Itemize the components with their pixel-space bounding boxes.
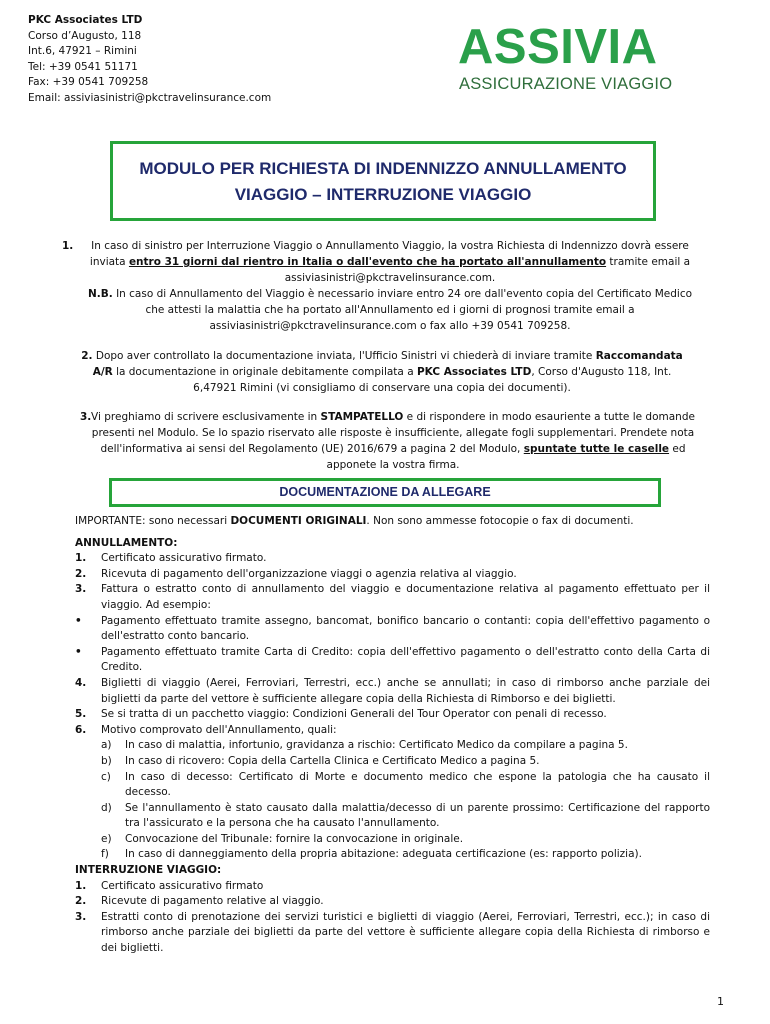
paragraph-1 bbox=[80, 238, 700, 286]
list-text: Se si tratta di un pacchetto viaggio: Condizioni Generali del Tour Operator con penali di recesso. bbox=[101, 708, 607, 721]
sub-item bbox=[75, 847, 710, 863]
sub-marker: c) bbox=[101, 770, 111, 783]
bullet-item bbox=[75, 645, 710, 676]
list-marker: 2. bbox=[75, 895, 87, 908]
contact-block bbox=[28, 13, 271, 106]
list-item bbox=[75, 894, 710, 910]
list-item bbox=[75, 676, 710, 707]
list-text: Biglietti di viaggio (Aerei, Ferroviari, Terrestri, ecc.) anche se annullati; in caso di rimborso anche parziale dei biglietti da parte del vettore è sufficiente allegare copia della Richiesta di Rimborso e dei biglietti. bbox=[101, 676, 710, 705]
list-marker: 5. bbox=[75, 708, 87, 721]
form-title-line-1: MODULO PER RICHIESTA DI INDENNIZZO ANNULLAMENTO bbox=[139, 159, 627, 178]
list-text: Pagamento effettuato tramite assegno, bancomat, bonifico bancario o contanti: copia dell'effettivo pagamento o dell'estratto conto bancario. bbox=[101, 614, 710, 643]
list-marker: 1. bbox=[75, 879, 87, 892]
paragraph-3 bbox=[88, 409, 698, 473]
paragraph-2-text-end: , Corso d'Augusto 118, Int. 6,47921 Rimini (vi consigliamo di conservare una copia dei documenti). bbox=[193, 366, 672, 394]
paragraph-1-text-end: tramite email a assiviasinistri@pkctravelinsurance.com. bbox=[284, 256, 691, 284]
list-marker: 6. bbox=[75, 723, 87, 736]
list-marker: 3. bbox=[75, 583, 87, 596]
email: Email: assiviasinistri@pkctravelinsurance.com bbox=[28, 91, 272, 104]
list-text: Ricevute di pagamento relative al viaggio. bbox=[101, 895, 324, 908]
telephone: Tel: +39 0541 51171 bbox=[28, 60, 138, 73]
sub-text: In caso di danneggiamento della propria abitazione: adeguata certificazione (es: rapporto polizia). bbox=[125, 848, 642, 861]
paragraph-3-text-end: ed apponete la vostra firma. bbox=[326, 443, 686, 471]
sub-text: In caso di decesso: Certificato di Morte e documento medico che espone la patologia che ha causato il decesso. bbox=[125, 770, 710, 799]
paragraph-3-text-mid: e di rispondere in modo esauriente a tutte le domande presenti nel Modulo. Se lo spazio riservato alle risposte è insufficiente, allegate fogli supplementari. Prendete nota dell'informativa ai sensi del Regolamento (UE) 2016/679 a pagina 2 del Modulo, bbox=[91, 411, 695, 455]
checkbox-instruction: spuntate tutte le caselle bbox=[523, 443, 670, 455]
logo-tagline: ASSICURAZIONE VIAGGIO bbox=[459, 75, 673, 93]
paragraph-1-number: 1. bbox=[62, 240, 74, 252]
list-text: Ricevuta di pagamento dell'organizzazione viaggi o agenzia relativa al viaggio. bbox=[101, 567, 517, 580]
sub-text: In caso di ricovero: Copia della Cartella Clinica e Certificato Medico a pagina 5. bbox=[125, 754, 540, 767]
documentation-list bbox=[75, 514, 710, 957]
paragraph-2-text: Dopo aver controllato la documentazione inviata, l'Ufficio Sinistri vi chiederà di inviare tramite bbox=[92, 350, 596, 362]
sub-item bbox=[75, 754, 710, 770]
form-title-line-2: VIAGGIO – INTERRUZIONE VIAGGIO bbox=[234, 185, 532, 204]
list-text: Pagamento effettuato tramite Carta di Credito: copia dell'effettivo pagamento o dell'estratto conto della Carta di Credito. bbox=[101, 645, 710, 674]
list-text: Motivo comprovato dell'Annullamento, quali: bbox=[101, 723, 337, 736]
list-marker: 2. bbox=[75, 567, 87, 580]
sub-marker: b) bbox=[101, 754, 112, 767]
list-marker: 1. bbox=[75, 552, 87, 565]
page-number: 1 bbox=[717, 995, 724, 1008]
sub-marker: a) bbox=[101, 739, 112, 752]
fax: Fax: +39 0541 709258 bbox=[28, 76, 149, 88]
logo-brand: ASSIVIA bbox=[458, 20, 658, 74]
nb-text: In caso di Annullamento del Viaggio è necessario inviare entro 24 ore dall'evento copia del Certificato Medico che attesti la malattia che ha portato all'Annullamento ed i giorni di prognosi tramite email a assiviasinistri@pkctravelinsurance.com o fax allo +39 0541 709258. bbox=[112, 288, 693, 332]
paragraph-2 bbox=[72, 348, 692, 396]
list-item bbox=[75, 567, 710, 583]
paragraph-2-text-mid: la documentazione in originale debitamente compilata a bbox=[112, 366, 417, 378]
sub-item bbox=[75, 801, 710, 832]
raccomandata-text: Raccomandata A/R bbox=[92, 350, 683, 378]
sub-marker: f) bbox=[101, 848, 109, 861]
interruzione-header: INTERRUZIONE VIAGGIO: bbox=[75, 864, 222, 877]
pkc-name: PKC Associates LTD bbox=[416, 366, 532, 378]
paragraph-3-number: 3. bbox=[80, 411, 92, 423]
section-header-documentazione bbox=[109, 478, 661, 507]
paragraph-2-number: 2. bbox=[81, 350, 93, 362]
important-note bbox=[75, 514, 710, 530]
list-marker: 3. bbox=[75, 910, 87, 923]
sub-text: In caso di malattia, infortunio, gravidanza a rischio: Certificato Medico da compilare a pagina 5. bbox=[125, 739, 628, 752]
bullet-marker: • bbox=[75, 645, 82, 658]
section-title: DOCUMENTAZIONE DA ALLEGARE bbox=[279, 485, 491, 499]
nb-paragraph bbox=[80, 286, 700, 334]
list-item bbox=[75, 879, 710, 895]
original-documents: DOCUMENTI ORIGINALI bbox=[230, 515, 367, 527]
list-marker: 4. bbox=[75, 676, 87, 689]
form-title-box bbox=[110, 141, 656, 221]
stampatello-text: STAMPATELLO bbox=[320, 411, 404, 423]
deadline-text: entro 31 giorni dal rientro in Italia o dall'evento che ha portato all'annullamento bbox=[128, 256, 607, 268]
important-text-end: . Non sono ammesse fotocopie o fax di documenti. bbox=[366, 515, 634, 527]
list-item bbox=[75, 707, 710, 723]
nb-label: N.B. bbox=[87, 288, 113, 300]
paragraph-1-text: In caso di sinistro per Interruzione Viaggio o Annullamento Viaggio, la vostra Richiesta di Indennizzo dovrà essere inviata bbox=[89, 240, 689, 268]
address-line-1: Corso d’Augusto, 118 bbox=[28, 29, 142, 42]
assivia-logo bbox=[458, 22, 693, 98]
annullamento-header: ANNULLAMENTO: bbox=[75, 536, 178, 549]
list-item bbox=[75, 910, 710, 957]
important-text: IMPORTANTE: sono necessari bbox=[75, 515, 231, 527]
sub-marker: d) bbox=[101, 801, 112, 814]
address-line-2: Int.6, 47921 – Rimini bbox=[28, 45, 137, 57]
sub-text: Se l'annullamento è stato causato dalla malattia/decesso di un parente prossimo: Certificazione del rapporto tra l'assicurato e la persona che ha causato l'annullamento. bbox=[125, 801, 710, 830]
bullet-marker: • bbox=[75, 614, 82, 627]
list-text: Certificato assicurativo firmato bbox=[101, 879, 264, 892]
list-text: Estratti conto di prenotazione dei servizi turistici e biglietti di viaggio (Aerei, Ferroviari, Terrestri, ecc.); in caso di rimborso anche parziale dei biglietti da parte del vettore è sufficiente allegare copia della Richiesta di rimborso e dei biglietti. bbox=[101, 910, 710, 955]
sub-text: Convocazione del Tribunale: fornire la convocazione in originale. bbox=[125, 832, 464, 845]
company-name: PKC Associates LTD bbox=[28, 14, 143, 26]
list-item bbox=[75, 582, 710, 613]
list-text: Fattura o estratto conto di annullamento del viaggio e documentazione relativa al pagamento effettuato per il viaggio. Ad esempio: bbox=[101, 583, 710, 611]
bullet-item bbox=[75, 614, 710, 645]
list-text: Certificato assicurativo firmato. bbox=[101, 552, 267, 565]
list-item bbox=[75, 723, 710, 739]
list-item bbox=[75, 551, 710, 567]
sub-marker: e) bbox=[101, 832, 112, 845]
sub-item bbox=[75, 738, 710, 754]
sub-item bbox=[75, 832, 710, 848]
sub-item bbox=[75, 770, 710, 801]
paragraph-3-text: Vi preghiamo di scrivere esclusivamente in bbox=[91, 411, 321, 423]
